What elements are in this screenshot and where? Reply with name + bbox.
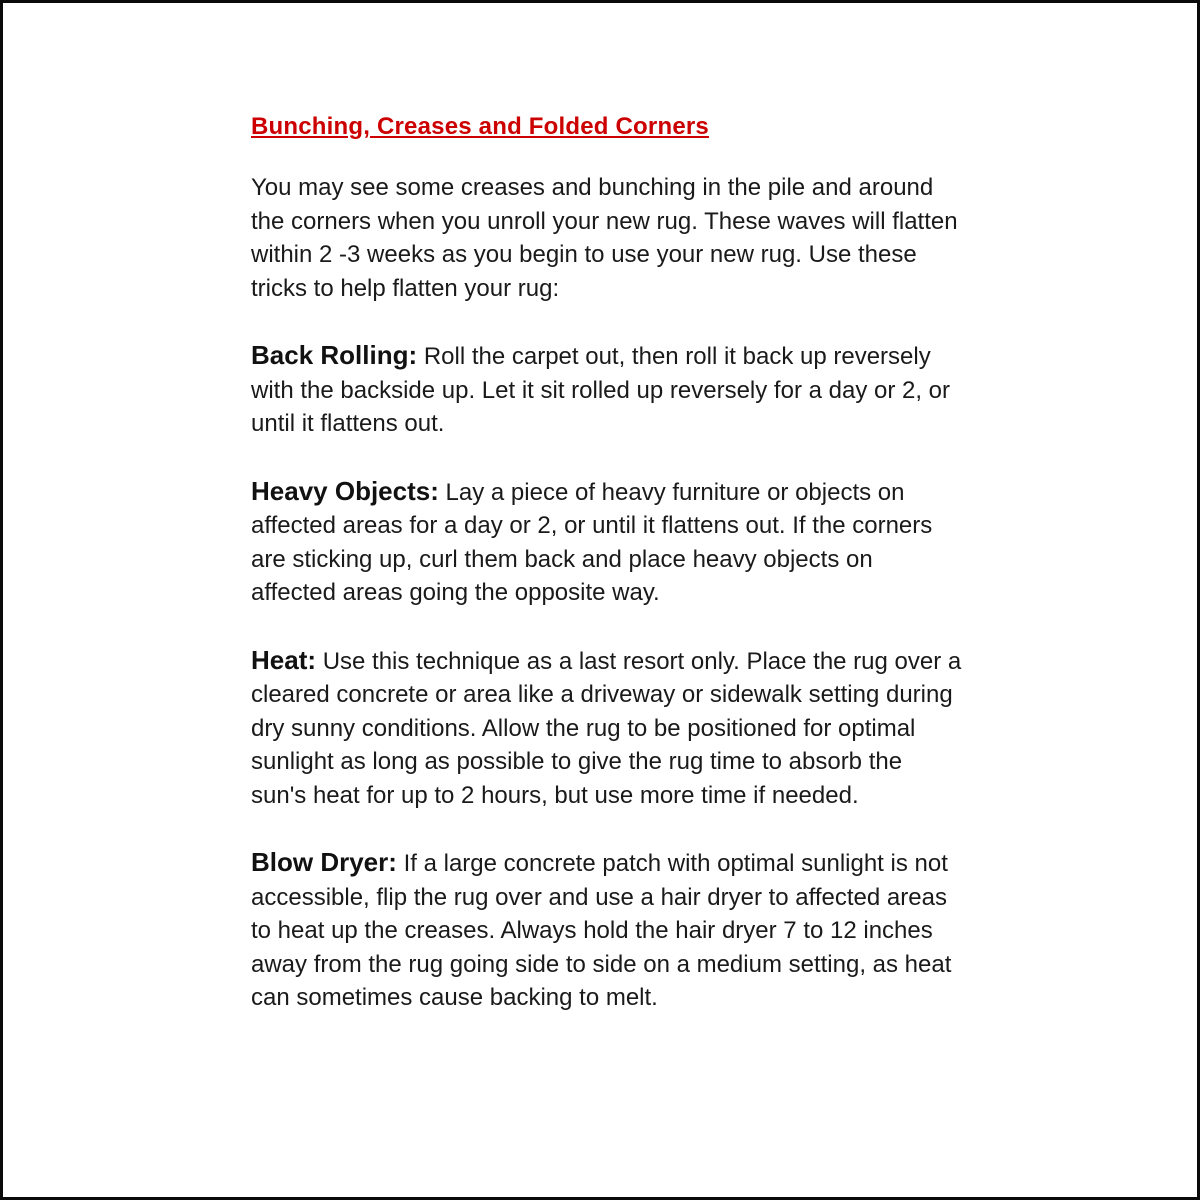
section-text-heavy-objects: Lay a piece of heavy furniture or objects on affected areas for a day or 2, or until it flattens out. If the corners are sticking up, curl them back and place heavy objects on affected areas going the opposite way.: [251, 478, 933, 606]
section-blow-dryer: [251, 846, 963, 1015]
section-label-heavy-objects: Heavy Objects:: [251, 475, 439, 506]
section-label-back-rolling: Back Rolling:: [251, 340, 418, 370]
document-content: [251, 113, 963, 1049]
document-title: Bunching, Creases and Folded Corners: [251, 113, 709, 140]
section-label-heat: Heat:: [251, 644, 317, 675]
section-text-back-rolling: Roll the carpet out, then roll it back up reversely with the backside up. Let it sit rolled up reversely for a day or 2, or until it flattens out.: [251, 343, 951, 437]
section-heavy-objects: [251, 475, 963, 610]
section-text-blow-dryer: If a large concrete patch with optimal sunlight is not accessible, flip the rug over and use a hair dryer to affected areas to heat up the creases. Always hold the hair dryer 7 to 12 inches away from the rug going side to side on a medium setting, as heat can sometimes cause backing to melt.: [251, 850, 952, 1011]
intro-paragraph: You may see some creases and bunching in the pile and around the corners when you unroll your new rug. These waves will flatten within 2 -3 weeks as you begin to use your new rug. Use these tricks to help flatten your rug:: [251, 174, 958, 302]
section-heat: [251, 644, 963, 813]
section-text-heat: Use this technique as a last resort only. Place the rug over a cleared concrete or area like a driveway or sidewalk setting during dry sunny conditions. Allow the rug to be positioned for optimal sunlight as long as possible to give the rug time to absorb the sun's heat for up to 2 hours, but use more time if needed.: [251, 647, 962, 809]
section-back-rolling: [251, 339, 963, 441]
section-label-blow-dryer: Blow Dryer:: [251, 847, 397, 877]
